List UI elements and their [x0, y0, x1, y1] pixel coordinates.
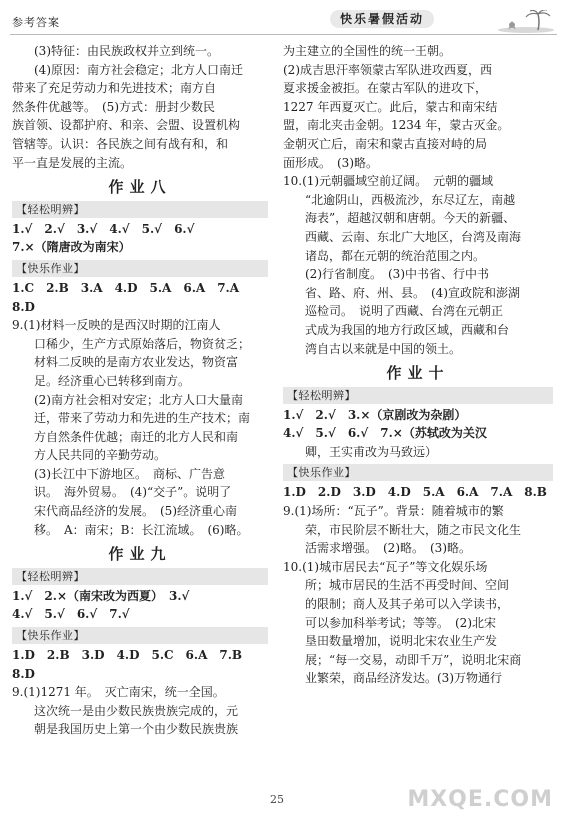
answer-line: 迁，带来了劳动力和先进的生产技术；南: [34, 411, 251, 426]
header-left-title: 参考答案: [12, 16, 60, 29]
answer-line: 9.(1)材料一反映的是西汉时期的江南人: [12, 318, 221, 333]
answer-line: 1.√ 2.×（南宋改为西夏） 3.√: [12, 588, 190, 603]
answer-line: (3)特征：由民族政权并立到统一。: [34, 44, 219, 58]
answer-line: 为主建立的全国性的统一王朝。: [283, 44, 452, 58]
section-title-homework-8: 作业八: [108, 178, 172, 197]
answer-line: 所；城市居民的生活不再受时间、空间: [305, 578, 510, 593]
answer-line: 1.C 2.B 3.A 4.D 5.A 6.A 7.A 8.D: [12, 280, 252, 314]
answer-line: 省、路、府、州、县。 (4)宣政院和澎湖: [305, 285, 520, 300]
section-tag-easy: 【轻松明辨】: [283, 387, 553, 404]
answer-line: 9.(1)场所：“瓦子”。背景：随着城市的繁: [283, 504, 504, 519]
answer-line: 业繁荣，商品经济发达。(3)万物通行: [305, 671, 502, 686]
answer-line: 然条件优越等。 (5)方式：册封少数民: [12, 99, 215, 114]
answer-line: 活需求增强。 (2)略。 (3)略。: [305, 541, 471, 556]
answer-line: 7.×（隋唐改为南宋）: [12, 240, 131, 255]
answer-line: 管辖等。认识：各民族之间有战有和，和: [12, 136, 229, 151]
section-tag-happy: 【快乐作业】: [12, 260, 268, 277]
section-tag-happy: 【快乐作业】: [283, 464, 553, 481]
answer-line: 1.D 2.B 3.D 4.D 5.C 6.A 7.B 8.D: [12, 648, 255, 681]
answer-line: 诸岛，都在元朝的统治范围之内。: [305, 248, 486, 263]
answer-line: 10.(1)元朝疆域空前辽阔。 元朝的疆域: [283, 174, 494, 189]
answer-line: 可以参加科举考试；等等。 (2)北宋: [305, 615, 496, 630]
answer-line: 这次统一是由少数民族贵族完成的，元: [34, 703, 239, 718]
answer-line: 荣，市民阶层不断壮大，随之市民文化生: [305, 522, 522, 537]
answer-line: 海表”，超越汉朝和唐朝。今天的新疆、: [305, 211, 516, 226]
answer-line: “北逾阴山，西极流沙，东尽辽左，南越: [305, 192, 516, 207]
answer-line: 族首领、设都护府、和亲、会盟、设置机构: [12, 118, 241, 133]
answer-line: 宋代商品经济的发展。 (5)经济重心南: [34, 504, 237, 519]
answer-line: (2)行省制度。 (3)中书省、行中书: [305, 267, 489, 282]
answer-line: 的限制；商人及其子弟可以入学读书，: [305, 597, 510, 612]
answer-line: 1.D 2.D 3.D 4.D 5.A 6.A 7.A 8.B: [283, 485, 547, 500]
header-divider: [10, 34, 557, 35]
answer-line: 垦田数量增加，说明北宋农业生产发: [305, 634, 498, 649]
section-tag-easy: 【轻松明辨】: [12, 568, 268, 585]
answer-line: 1.√ 2.√ 3.×（京剧改为杂剧）: [283, 407, 467, 422]
answer-line: 4.√ 5.√ 6.√ 7.×（苏轼改为关汉: [283, 426, 487, 441]
answer-line: 夏求援金被拒。在蒙古军队的进攻下，: [283, 81, 488, 96]
answer-line: 10.(1)城市居民去“瓦子”等文化娱乐场: [283, 559, 488, 574]
section-tag-happy: 【快乐作业】: [12, 627, 268, 644]
answer-line: (4)原因：南方社会稳定；北方人口南迁: [34, 62, 243, 77]
answer-line: 方自然条件优越；南迁的北方人民和南: [34, 429, 239, 444]
header-right-banner: [330, 10, 558, 30]
answer-line: (2)南方社会相对安定；北方人口大量南: [34, 392, 243, 407]
answer-line: 材料二反映的是南方农业发达，物资富: [34, 355, 239, 370]
answer-line: 湾自古以来就是中国的领土。: [305, 341, 462, 356]
answer-line: 方人民共同的辛勤劳动。: [34, 448, 167, 463]
header-right-title: 快乐暑假活动: [330, 10, 434, 28]
answer-line: (3)长江中下游地区。 商标、广告意: [34, 466, 225, 481]
answer-line: 朝是我国历史上第一个由少数民族贵族: [34, 722, 239, 737]
answer-line: 展；“每一交易，动即千万”，说明北宋商: [305, 652, 522, 667]
answer-line: 金朝灭亡后，南宋和蒙古直接对峙的局: [283, 136, 488, 151]
watermark-logo: MXQE.COM: [407, 787, 553, 812]
palm-tree-icon: [478, 10, 558, 34]
section-title-homework-9: 作业九: [108, 545, 172, 564]
page-number: 25: [270, 793, 284, 806]
answer-line: 1.√ 2.√ 3.√ 4.√ 5.√ 6.√: [12, 221, 195, 236]
answer-line: 平一直是发展的主流。: [12, 155, 133, 170]
answer-line: 巡检司。 说明了西藏、台湾在元朝正: [305, 304, 504, 319]
answer-line: 4.√ 5.√ 6.√ 7.√: [12, 607, 130, 622]
answer-line: 口稀少，生产方式原始落后，物资贫乏；: [34, 336, 251, 351]
section-tag-easy: 【轻松明辨】: [12, 201, 268, 218]
answer-line: 足。经济重心已转移到南方。: [34, 373, 191, 388]
answer-line: 识。 海外贸易。 (4)“交子”。说明了: [34, 485, 232, 500]
answer-line: 卿，王实甫改为马致远）: [305, 444, 438, 459]
answer-line: 带来了充足劳动力和先进技术；南方自: [12, 81, 217, 96]
left-column: [12, 42, 268, 739]
answer-line: 式成为我国的地方行政区域，西藏和台: [305, 322, 510, 337]
right-column: [283, 42, 553, 688]
answer-line: 西藏、云南、东北广大地区，台湾及南海: [305, 229, 522, 244]
answer-line: (2)成吉思汗率领蒙古军队进攻西夏，西: [283, 62, 492, 77]
answer-line: 1227 年西夏灭亡。此后，蒙古和南宋结: [283, 99, 498, 114]
section-title-homework-10: 作业十: [386, 364, 450, 383]
answer-line: 移。 A：南宋；B：长江流域。 (6)略。: [34, 522, 249, 537]
answer-line: 盟，南北夹击金朝。1234 年，蒙古灭金。: [283, 118, 510, 133]
answer-line: 面形成。 (3)略。: [283, 155, 378, 170]
answer-line: 9.(1)1271 年。 灭亡南宋，统一全国。: [12, 685, 225, 700]
